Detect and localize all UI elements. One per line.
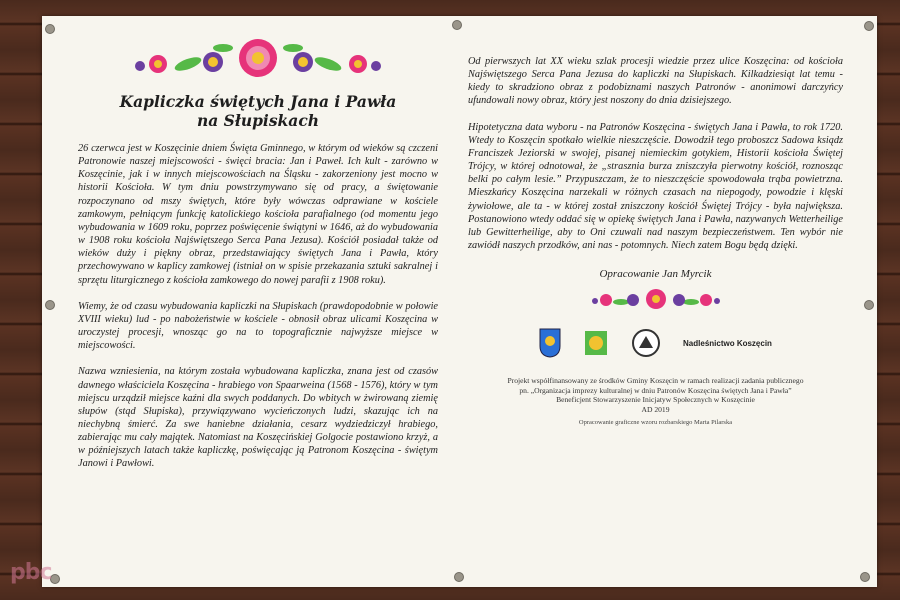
- screw-icon: [864, 300, 874, 310]
- graphic-design-credit: Opracowanie graficzne wzoru rozbarskiego Marta Pilarska: [578, 418, 733, 426]
- forest-district-logo-icon: [631, 328, 661, 358]
- screw-icon: [860, 572, 870, 582]
- funding-footer: [468, 376, 843, 414]
- forest-district-label: Nadleśnictwo Koszęcin: [683, 338, 772, 348]
- left-column: [78, 16, 438, 471]
- festival-logo-icon: [583, 329, 609, 357]
- footer-line: Projekt współfinansowany ze środków Gminy Koszęcin w ramach realizacji zadania publicznego: [507, 376, 804, 386]
- right-column: [468, 16, 843, 426]
- floral-ornament-icon: [591, 286, 721, 312]
- footer-line: Beneficjent Stowarzyszenie Inicjatyw Społecznych w Koszęcinie: [556, 395, 755, 405]
- footer-line: AD 2019: [641, 404, 670, 414]
- screw-icon: [452, 20, 462, 30]
- author-credit: Opracowanie Jan Myrcik: [599, 268, 712, 281]
- screw-icon: [864, 21, 874, 31]
- screw-icon: [45, 24, 55, 34]
- footer-line: pn. „Organizacja imprezy kulturalnej w dniu Patronów Koszęcina świętych Jana i Pawła”: [519, 385, 792, 395]
- floral-ornament-icon: [128, 34, 388, 80]
- sponsor-logos: [468, 328, 843, 358]
- screw-icon: [45, 300, 55, 310]
- coat-of-arms-icon: [539, 328, 561, 358]
- right-paragraph-1: Od pierwszych lat XX wieku szlak procesji wiedzie przez ulice Koszęcina: od kościoła Najświętszego Serca Pana Jezusa do kapliczki na Słupiskach. Kilkadziesiąt lat temu - kiedy to skradziono obraz z podobiznami naszych Patronów - anonimowi darczyńcy ufundowali nowy obraz, który jest noszony do dnia dzisiejszego.: [468, 56, 843, 107]
- left-paragraph-2: Wiemy, że od czasu wybudowania kapliczki na Słupiskach (prawdopodobnie w połowie XVIII wieku) lud - po nabożeństwie w kościele - obnosił obraz ulicami Koszęcina w uroczystej procesji, wnosząc go na to topograficznie najwyższe miejsce w miejscowości.: [78, 300, 438, 352]
- watermark-logo: pbc: [10, 560, 52, 585]
- info-board: [42, 16, 877, 587]
- board-title: Kapliczka świętych Jana i Pawła na Słupiskach: [119, 92, 397, 130]
- screw-icon: [454, 572, 464, 582]
- left-paragraph-1: 26 czerwca jest w Koszęcinie dniem Święta Gminnego, w którym od wieków są czczeni Patronowie naszej miejscowości - święci bracia: Jan i Paweł. Ich kult - zarówno w Koszęcinie, jak i w innych miejscowościach na Śląsku - zakorzeniony jest mocno w historii Kościoła. W tym dniu powstrzymywano się od pracy, a świętowanie rozpoczynano od mszy świętych, które były wówczas odprawiane w kościele zamkowym, pełniącym funkcję katolickiego kościoła parafialnego (od momentu jego wybudowania w 1609 roku, poprzez poświęcenie świątyni w 1646, aż do wybudowania w 1908 roku kościoła Najświętszego Serca Pana Jezusa). Kościół posiadał także od wieków duży i piękny obraz, przedstawiający świętych Jana i Pawła, który przechowywano w kaplicy zamkowej (istniał on w spisie przekazania sztuki sakralnej i sprzętu liturgicznego z kościoła zamkowego do nowej parafii z 1908 roku).: [78, 143, 438, 286]
- left-paragraph-3: Nazwa wzniesienia, na którym została wybudowana kapliczka, znana jest od czasów dawnego właściciela Koszęcina - hrabiego von Spaarweina (1568 - 1576), który w tym miejscu urządził miejsce kaźni dla swych poddanych. Do wbitych w żwirowaną ziemię słupów (stąd Słupiska), przywiązywano wycieńczonych ludzi, skazując ich na niechybną śmierć. Za swe haniebne działania, cesarz wydziedziczył hrabiego, zabierając mu cały majątek. Natomiast na Koszęcińskiej Golgocie postawiono krzyż, a w późniejszych latach także kapliczkę, poświęcając ją Patronom Koszęcina - świętym Janowi i Pawłowi.: [78, 366, 438, 470]
- right-paragraph-2: Hipotetyczna data wyboru - na Patronów Koszęcina - świętych Jana i Pawła, to rok 1720. Wtedy to Koszęcin spotkało wielkie nieszczęście. Dowodził tego proboszcz Sadowa ksiądz Franciszek Jeziorski w swojej, pisanej niemieckim gotykiem, Historii kościoła Świętej Trójcy, w której odnotował, że „strasznia burza zniszczyła pierwotny kościół, roznosząc belki po całym lesie.” Przypuszczam, że to nieszczęście spowodowała trąba powietrzna. Mieszkańcy Koszęcina narzekali w różnych czasach na niepogody, powodzie i klęski żywiołowe, ale ta - w której został zniszczony kościół Świętej Trójcy - była największa. Postanowiono wtedy oddać się w opiekę świętych Jana i Pawła, nazywanych Wetterheilige lub Gewitterheilige, aby to Oni czuwali nad naszym bezpieczeństwem. Ten wybór nie zawiódł naszych przodków, ani nas - potomnych. Niech zatem Bogu będą dzięki.: [468, 121, 843, 252]
